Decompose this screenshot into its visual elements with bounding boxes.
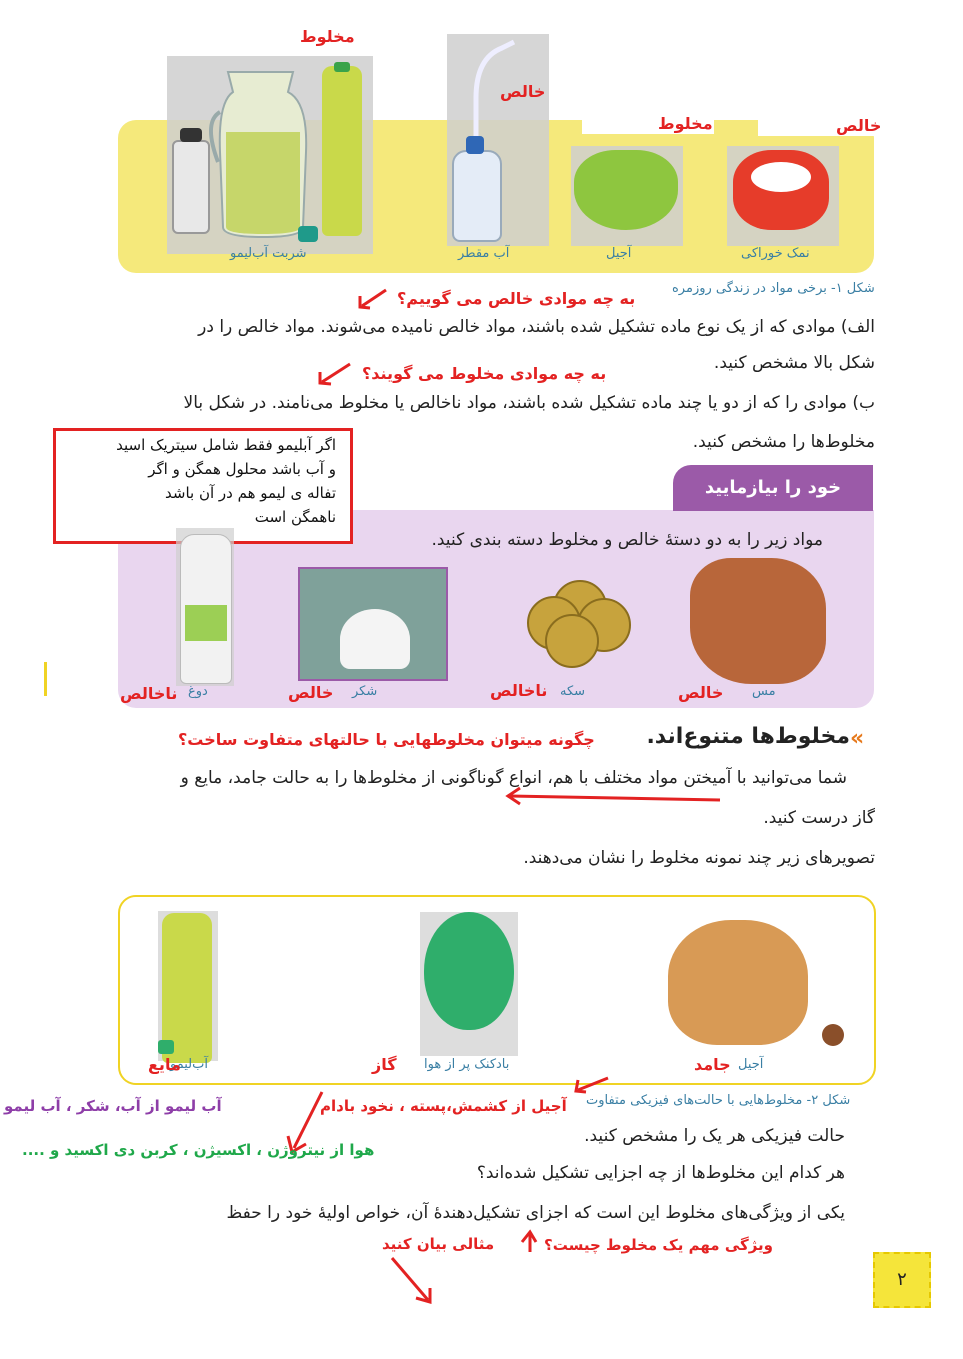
question-line1: حالت فیزیکی هر یک را مشخص کنید. <box>584 1126 845 1146</box>
figure1-label-salt: نمک خوراکی <box>741 246 810 261</box>
annotation-pure-2: خالص <box>836 116 882 135</box>
figure2-label-nuts: آجیل <box>738 1057 764 1072</box>
annotation-pure-1: خالص <box>500 82 546 101</box>
paragraph-a-line1: الف) موادی که از یک نوع ماده تشکیل شده باشند، مواد خالص نامیده می‌شوند. مواد خالص را در <box>198 317 875 337</box>
question-line3: یکی از ویژگی‌های مخلوط این است که اجزای تشکیل‌دهندهٔ آن، خواص اولیهٔ خود را حفظ <box>226 1203 845 1223</box>
pitcher-image <box>208 62 318 242</box>
annotation-coin: ناخالص <box>490 681 548 700</box>
mixed-nuts-image <box>668 920 808 1045</box>
annotation-question-pure: به چه موادی خالص می گوییم؟ <box>397 289 636 308</box>
red-arrow-icon <box>316 362 352 386</box>
red-arrow-icon <box>502 788 722 806</box>
note-line: و آب باشد محلول همگن و اگر <box>148 460 336 478</box>
section2-title: مخلوط‌ها متنوع‌اند. <box>646 724 850 749</box>
red-arrow-icon <box>388 1256 438 1306</box>
annotation-air-composition: هوا از نیتروژن ، اکسیژن ، کربن دی اکسید و .... <box>22 1141 375 1159</box>
annotation-question-property: ویژگی مهم یک مخلوط چیست؟ <box>544 1236 773 1254</box>
page-number: ۲ <box>873 1252 931 1308</box>
try-label-doogh: دوغ <box>188 684 208 699</box>
salt-bowl-image <box>733 150 829 230</box>
figure2-label-lemon: آب‌لیمو <box>170 1057 208 1072</box>
hazelnut-icon <box>822 1024 844 1046</box>
annotation-mixture-1: مخلوط <box>300 27 355 46</box>
sugar-image <box>298 567 448 681</box>
question-line2: هر کدام این مخلوط‌ها از چه اجزایی تشکیل شده‌اند؟ <box>476 1163 845 1183</box>
annotation-gas: گاز <box>372 1055 397 1074</box>
annotation-solid: جامد <box>694 1055 731 1074</box>
nut-bowl-image <box>574 150 678 230</box>
coins-image <box>527 580 627 666</box>
shaker-cap-icon <box>180 128 202 142</box>
note-line: اگر آبلیمو فقط شامل سیتریک اسید <box>116 436 336 454</box>
annotation-question-mixture: به چه موادی مخلوط می گویند؟ <box>362 364 607 383</box>
bottle-lid-icon <box>298 226 318 242</box>
annotation-nuts-composition: آجیل از کشمش،پسته ، نخود بادام <box>320 1097 567 1115</box>
section2-line1: شما می‌توانید با آمیختن مواد مختلف با هم، انواع گوناگونی از مخلوط‌ها را به حالت جامد، مایع و <box>180 768 847 788</box>
section2-line2: گاز درست کنید. <box>763 808 875 828</box>
try-it-title: خود را بیازمایید <box>673 465 873 511</box>
try-label-coin: سکه <box>560 684 586 699</box>
bottle-cap-icon <box>334 62 350 72</box>
figure2-label-balloon: بادکنک پر از هوا <box>424 1057 510 1072</box>
annotation-mixture-2: مخلوط <box>658 114 713 133</box>
balloon-image <box>424 912 514 1030</box>
wash-bottle-cap-icon <box>466 136 484 154</box>
note-line: ناهمگن است <box>254 508 336 526</box>
note-line: تفاله ی لیمو هم در آن باشد <box>165 484 336 502</box>
doogh-bottle-image <box>180 534 232 684</box>
paragraph-b-line1: ب) موادی را که از دو یا چند ماده تشکیل شده باشند، مواد ناخالص یا مخلوط می‌نامند. در شکل بالا <box>183 393 875 413</box>
red-arrow-icon <box>356 288 388 310</box>
try-label-sugar: شکر <box>352 684 378 699</box>
annotation-note-box <box>53 428 353 544</box>
red-arrow-icon <box>516 1230 538 1254</box>
try-it-instruction: مواد زیر را به دو دستهٔ خالص و مخلوط دسته بندی کنید. <box>431 530 823 550</box>
copper-image <box>690 558 826 684</box>
figure1-label-nuts: آجیل <box>606 246 632 261</box>
paragraph-a-line2: شکل بالا مشخص کنید. <box>713 353 875 373</box>
figure1-label-syrup: شربت آب‌لیمو <box>230 246 307 261</box>
distilled-water-bottle-image <box>452 150 502 242</box>
section2-line3: تصویرهای زیر چند نمونه مخلوط را نشان می‌دهند. <box>523 848 875 868</box>
margin-mark <box>44 662 47 696</box>
sugar-shaker-image <box>172 140 210 234</box>
annotation-sugar: خالص <box>288 683 334 702</box>
annotation-lemon-composition: آب لیمو از آب، شکر ، آب لیمو <box>4 1097 222 1115</box>
figure2-caption: شکل ۲- مخلوط‌هایی با حالت‌های فیزیکی متفاوت <box>586 1093 851 1108</box>
try-label-copper: مس <box>752 684 776 699</box>
red-arrow-icon <box>572 1074 610 1094</box>
annotation-question-states: چگونه میتوان مخلوطهایی با حالتهای متفاوت ساخت؟ <box>178 730 595 749</box>
annotation-liquid: مایع <box>148 1055 181 1074</box>
bottle-cap-icon <box>158 1040 174 1054</box>
annotation-give-example: مثالی بیان کنید <box>382 1235 495 1253</box>
paragraph-b-line2: مخلوط‌ها را مشخص کنید. <box>692 432 875 452</box>
lemon-syrup-bottle-image <box>322 66 362 236</box>
figure1-caption: شکل ۱- برخی مواد در زندگی روزمره <box>672 281 875 296</box>
chevron-double-icon: » <box>850 726 865 751</box>
annotation-copper: خالص <box>678 683 724 702</box>
figure1-label-water: آب مقطر <box>458 246 510 261</box>
annotation-doogh: ناخالص <box>120 684 178 703</box>
